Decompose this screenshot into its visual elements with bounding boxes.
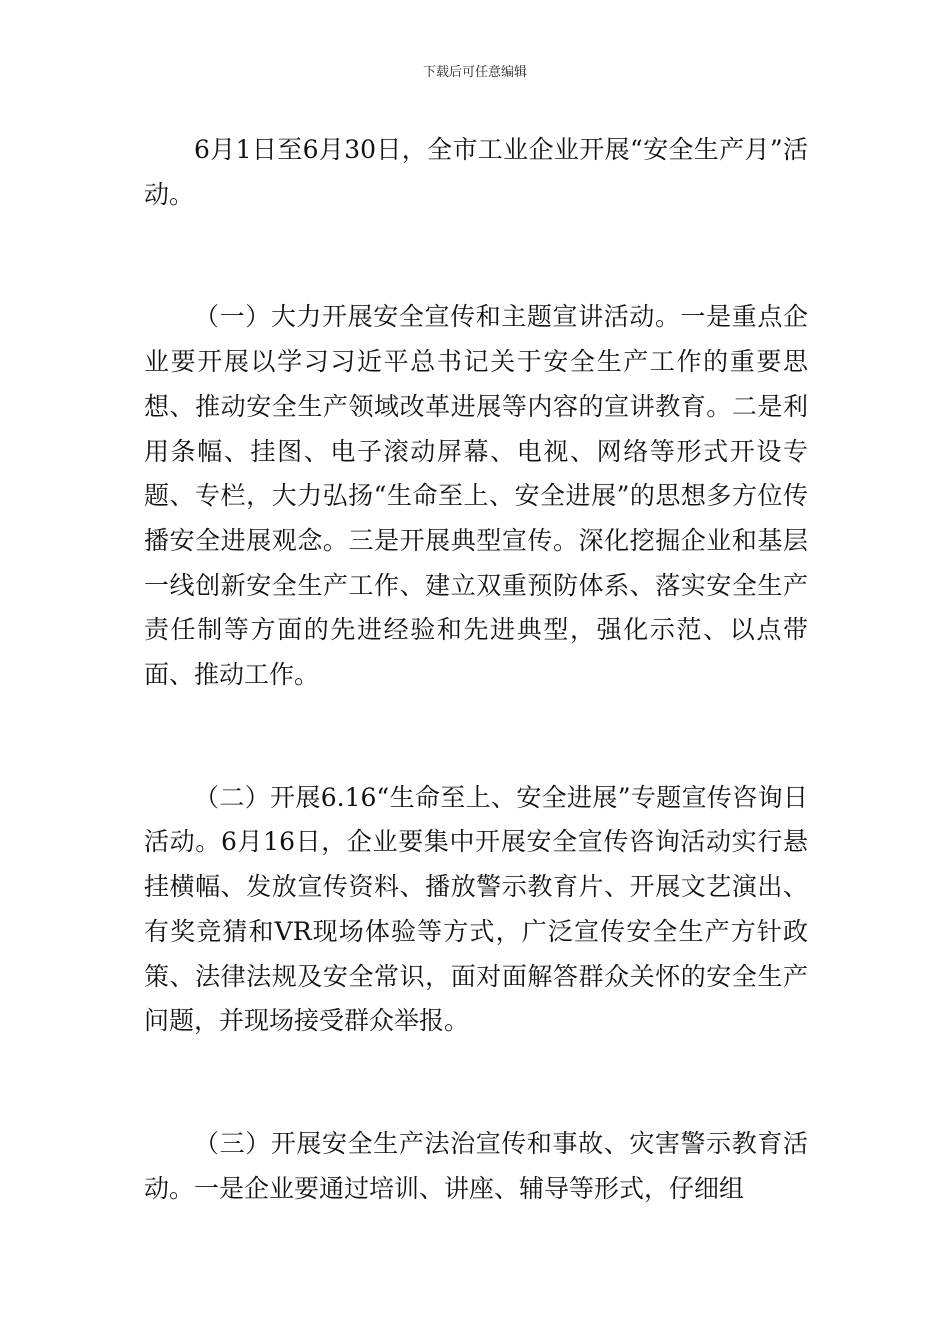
- page-header: 下载后可任意编辑: [422, 65, 527, 80]
- paragraph-intro: 6月1日至6月30日，全市工业企业开展“安全生产月”活动。: [144, 135, 808, 209]
- paragraph-section-3: （三）开展安全生产法治宣传和事故、灾害警示教育活动。一是企业要通过培训、讲座、辅导等形式，仔细组: [144, 1128, 808, 1203]
- paragraph-gap: [144, 217, 808, 295]
- paragraph-gap: [144, 698, 808, 776]
- paragraph-section-2: （二）开展6.16“生命至上、安全进展”专题宣传咨询日活动。6月16日，企业要集中开展安全宣传咨询活动实行悬挂横幅、发放宣传资料、播放警示教育片、开展文艺演出、有奖竞猜和VR现场体验等方式，广泛宣传安全生产方针政策、法律法规及安全常识，面对面解答群众关怀的安全生产问题，并现场接受群众举报。: [144, 782, 808, 1036]
- paragraph-section-1: （一）大力开展安全宣传和主题宣讲活动。一是重点企业要开展以学习习近平总书记关于安全生产工作的重要思想、推动安全生产领域改革进展等内容的宣讲教育。二是利用条幅、挂图、电子滚动屏幕、电视、网络等形式开设专题、专栏，大力弘扬“生命至上、安全进展”的思想多方位传播安全进展观念。三是开展典型宣传。深化挖掘企业和基层一线创新安全生产工作、建立双重预防体系、落实安全生产责任制等方面的先进经验和先进典型，强化示范、以点带面、推动工作。: [144, 302, 808, 690]
- document-body: [144, 128, 808, 1211]
- paragraph-gap: [144, 1044, 808, 1122]
